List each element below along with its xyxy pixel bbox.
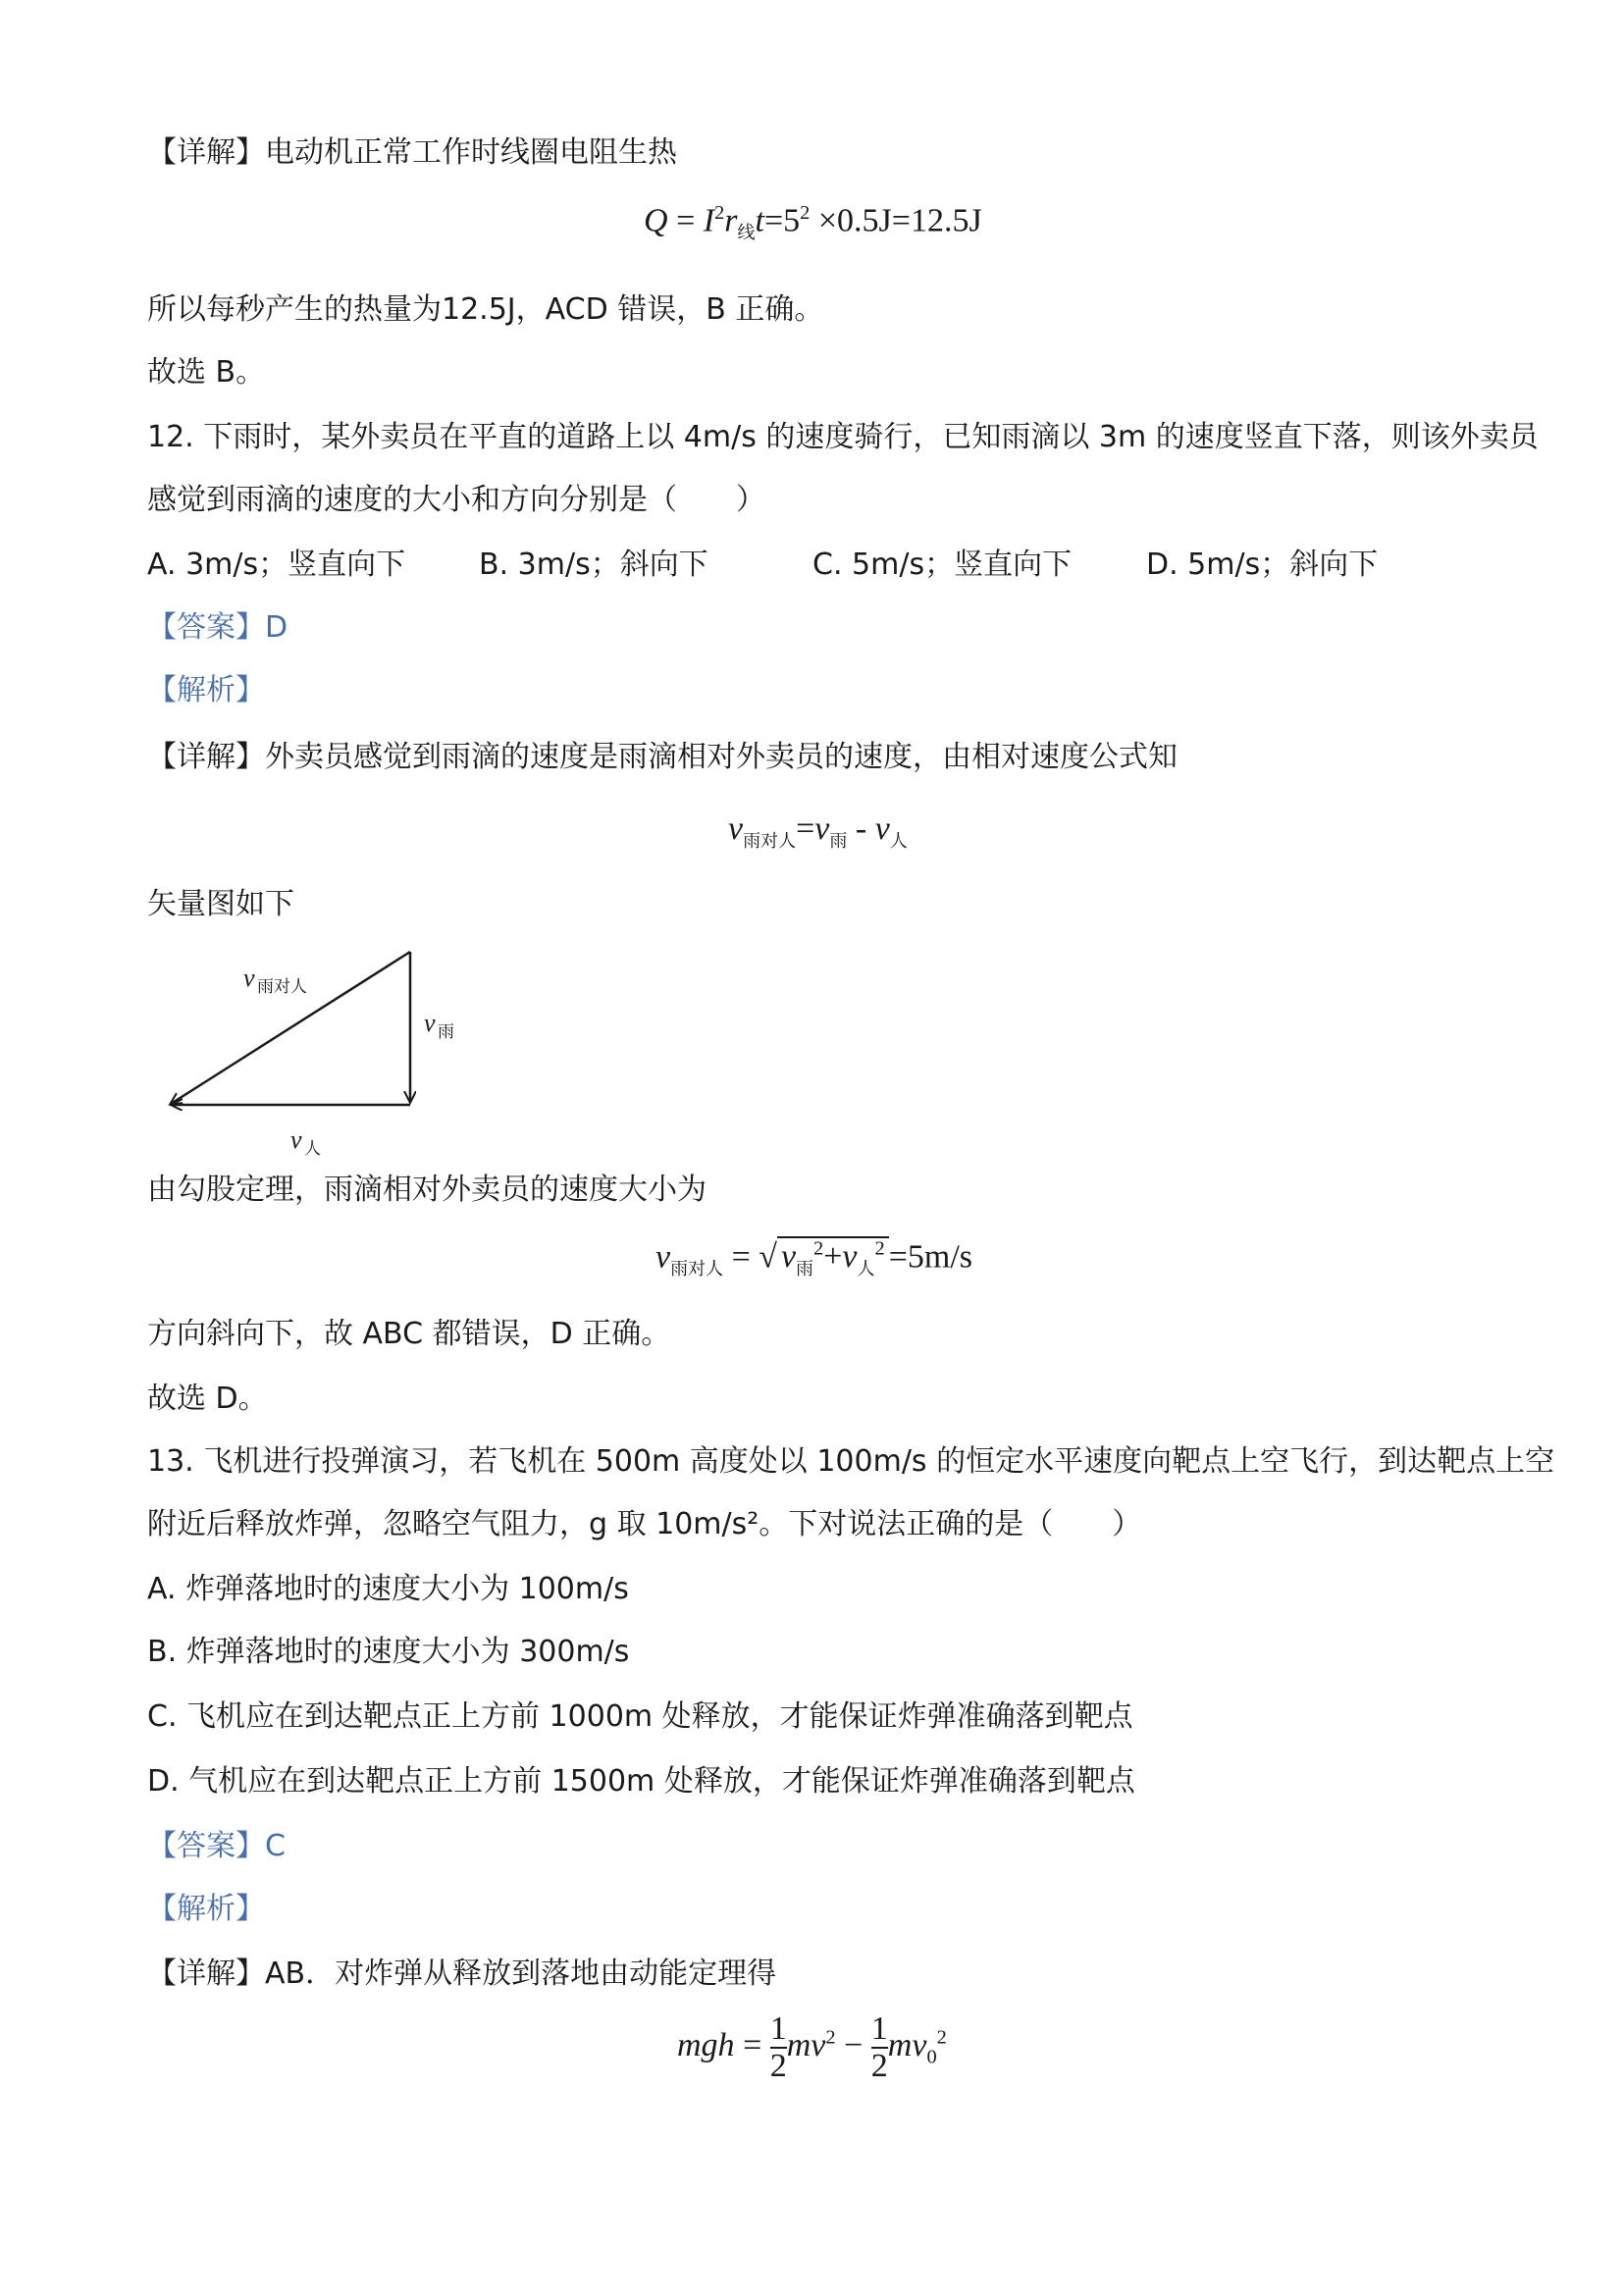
question-13-line-1: 13. 飞机进行投弹演习，若飞机在 500m 高度处以 100m/s 的恒定水平速度向靶点上空飞行，到达靶点上空 (147, 1444, 1555, 1479)
heat-equation: $Q = I^2r_线t=5^2 \times 0.5J=12.5J$ (644, 202, 982, 244)
label-v-rain-sub: 雨 (438, 1022, 454, 1042)
analysis-13-heading: 【解析】 (147, 1892, 265, 1926)
vector-diagram-intro: 矢量图如下 (147, 887, 294, 921)
label-v-person-sub: 人 (304, 1139, 321, 1159)
question-13-line-2: 附近后释放炸弹，忽略空气阻力，g 取 10m/s²。下对说法正确的是（ ） (147, 1507, 1142, 1541)
question-12-line-1: 12. 下雨时，某外卖员在平直的道路上以 4m/s 的速度骑行，已知雨滴以 3m 的速度竖直下落，则该外卖员 (147, 420, 1539, 454)
relative-velocity-equation: $v_{雨对人}=v_雨 - v_人$ (728, 810, 908, 852)
q13-option-c: C. 飞机应在到达靶点正上方前 1000m 处释放，才能保证炸弹准确落到靶点 (147, 1699, 1133, 1734)
heat-conclusion: 所以每秒产生的热量为12.5J，ACD 错误，B 正确。 (147, 292, 824, 327)
label-v-rel-sub: 雨对人 (257, 977, 307, 997)
analysis-12-heading: 【解析】 (147, 673, 265, 707)
q12-option-b: B. 3m/s；斜向下 (479, 548, 708, 582)
q13-option-b: B. 炸弹落地时的速度大小为 300m/s (147, 1635, 630, 1669)
energy-equation: mgh = $\frac{1}{2}$ $mv^2$ − $\frac{1}{2}$ $mv_0^2$ (677, 2010, 947, 2084)
q13-option-a: A. 炸弹落地时的速度大小为 100m/s (147, 1572, 629, 1606)
label-v-person: v (290, 1125, 302, 1154)
q12-option-d: D. 5m/s；斜向下 (1146, 548, 1379, 582)
answer-13: 【答案】C (147, 1829, 286, 1863)
pythagoras-line: 由勾股定理，雨滴相对外卖员的速度大小为 (147, 1173, 707, 1207)
detail-13: 【详解】AB．对炸弹从释放到落地由动能定理得 (147, 1957, 777, 1991)
select-b: 故选 B。 (147, 355, 266, 390)
q13-option-d: D. 气机应在到达靶点正上方前 1500m 处释放，才能保证炸弹准确落到靶点 (147, 1764, 1135, 1799)
direction-conclusion: 方向斜向下，故 ABC 都错误，D 正确。 (147, 1317, 671, 1351)
detail-heat-line: 【详解】电动机正常工作时线圈电阻生热 (147, 135, 677, 170)
label-v-rel: v (243, 964, 255, 992)
q12-option-a: A. 3m/s；竖直向下 (147, 548, 406, 582)
question-12-line-2: 感觉到雨滴的速度的大小和方向分别是（ ） (147, 483, 765, 517)
answer-12: 【答案】D (147, 610, 288, 645)
select-d: 故选 D。 (147, 1382, 268, 1416)
detail-12: 【详解】外卖员感觉到雨滴的速度是雨滴相对外卖员的速度，由相对速度公式知 (147, 740, 1178, 774)
magnitude-equation: $v_{雨对人}$ = √ $v_雨^2+v_人^2 =5m/s$ (655, 1238, 973, 1280)
relative-velocity-arrow (171, 952, 410, 1104)
vector-diagram (147, 937, 471, 1173)
label-v-rain: v (424, 1009, 436, 1037)
q12-option-c: C. 5m/s；竖直向下 (812, 548, 1073, 582)
